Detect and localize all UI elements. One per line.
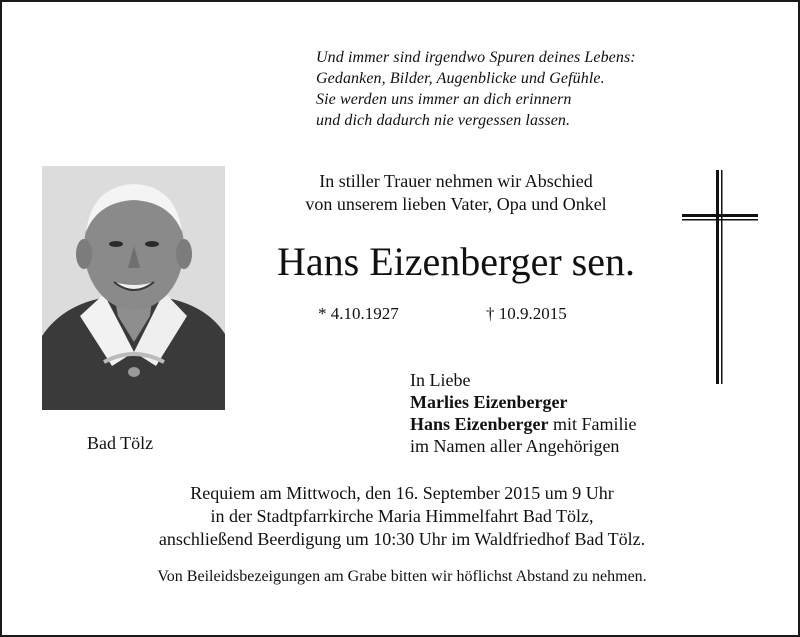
intro-text — [247, 170, 665, 216]
requiem-info — [2, 482, 800, 551]
poem-line: und dich dadurch nie vergessen lassen. — [316, 112, 571, 129]
signers-closing: im Namen aller Angehörigen — [410, 436, 620, 456]
birth-date: * 4.10.1927 — [318, 304, 399, 323]
intro-line: von unserem lieben Vater, Opa und Onkel — [305, 194, 607, 214]
signer-name: Hans Eizenberger — [410, 414, 549, 434]
requiem-line: anschließend Beerdigung um 10:30 Uhr im Waldfriedhof Bad Tölz. — [158, 529, 646, 549]
signer-suffix: mit Familie — [548, 414, 637, 434]
signer-name: Marlies Eizenberger — [410, 392, 568, 412]
place-label: Bad Tölz — [87, 433, 154, 453]
signers-block — [410, 369, 636, 457]
poem-line: Sie werden uns immer an dich erinnern — [316, 91, 572, 108]
requiem-line: in der Stadtpfarrkirche Maria Himmelfahrt Bad Tölz, — [210, 506, 594, 526]
poem-line: Gedanken, Bilder, Augenblicke und Gefühle. — [316, 70, 605, 87]
intro-line: In stiller Trauer nehmen wir Abschied — [319, 171, 593, 191]
requiem-line: Requiem am Mittwoch, den 16. September 2015 um 9 Uhr — [190, 483, 614, 503]
poem-line: Und immer sind irgendwo Spuren deines Lebens: — [316, 49, 636, 66]
cross-icon — [680, 168, 760, 388]
portrait-photo — [42, 166, 225, 410]
deceased-name: Hans Eizenberger sen. — [276, 239, 635, 284]
condolence-note: Von Beileidsbezeigungen am Grabe bitten wir höflichst Abstand zu nehmen. — [157, 568, 647, 585]
memorial-poem — [316, 47, 636, 131]
signers-opening: In Liebe — [410, 370, 471, 390]
death-date: † 10.9.2015 — [486, 304, 567, 323]
signer-line — [410, 413, 636, 435]
